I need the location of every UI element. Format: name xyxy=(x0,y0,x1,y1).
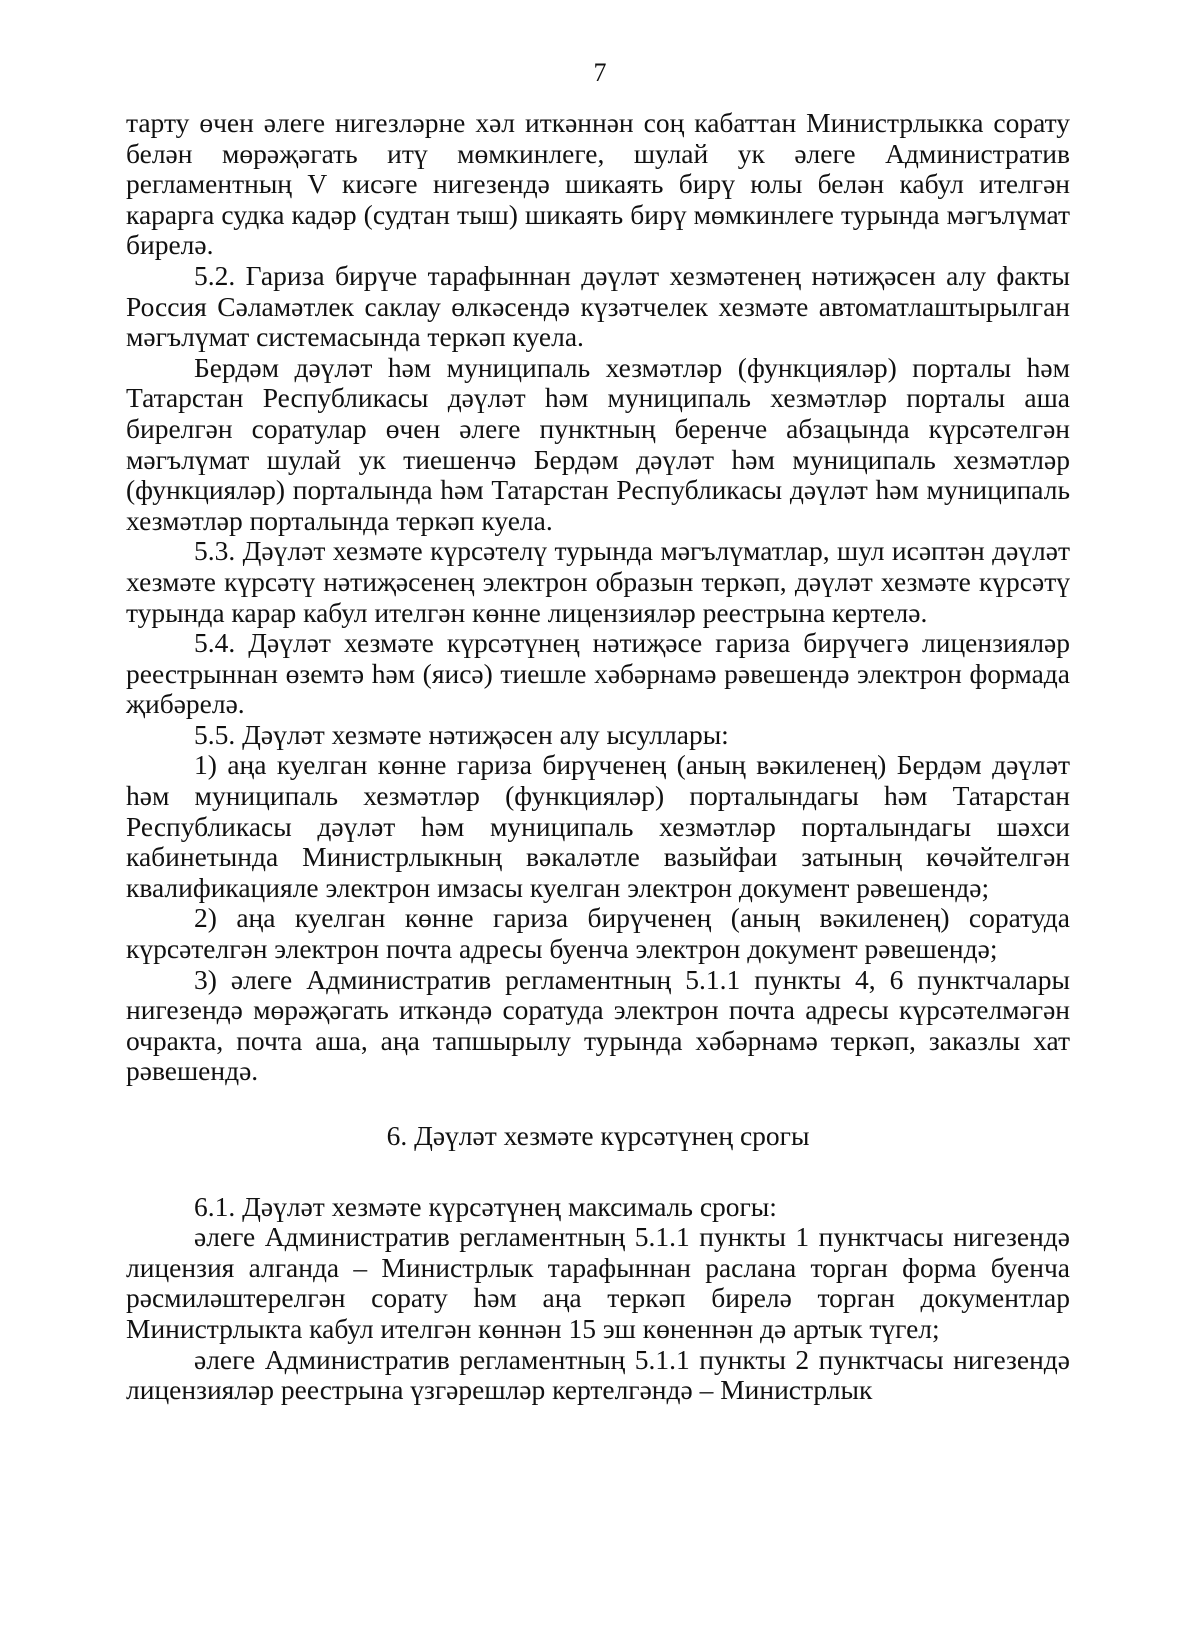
paragraph-5-3: 5.3. Дәүләт хезмәте күрсәтелү турында мәгълүматлар, шул исәптән дәүләт хезмәте күрсәтү нәтиҗәсенең электрон образын теркәп, дәүләт хезмәте күрсәтү турында карар кабул ителгән көнне лицензияләр реестрына кертелә. xyxy=(126,535,1070,628)
paragraph-5-5: 5.5. Дәүләт хезмәте нәтиҗәсен алу ысуллары: xyxy=(194,718,729,750)
list-item-3: 3) әлеге Административ регламентның 5.1.1 пункты 4, 6 пунктчалары нигезендә мөрәҗәгать иткәндә соратуда электрон почта адресы күрсәтелмәгән очракта, почта аша, аңа тапшырылу турында хәбәрнамә теркәп, заказлы хат рәвешендә. xyxy=(126,963,1070,1087)
document-body xyxy=(126,108,1070,1406)
paragraph-term-changes: әлеге Административ регламентның 5.1.1 пункты 2 пунктчасы нигезендә лицензияләр реестрына үзгәрешләр кертелгәндә – Министрлык xyxy=(126,1343,1070,1406)
paragraph-5-4: 5.4. Дәүләт хезмәте күрсәтүнең нәтиҗәсе гариза бирүчегә лицензияләр реестрыннан өземтә һәм (яисә) тиешле хәбәрнамә рәвешендә электрон формада җибәрелә. xyxy=(126,627,1070,720)
page-number: 7 xyxy=(593,58,607,87)
paragraph-5-2: 5.2. Гариза бирүче тарафыннан дәүләт хезмәтенең нәтиҗәсен алу факты Россия Сәламәтлек саклау өлкәсендә күзәтчелек хезмәте автоматлаштырылган мәгълүмат системасында теркәп куела. xyxy=(126,259,1070,353)
paragraph-portals: Бердәм дәүләт һәм муниципаль хезмәтләр (функцияләр) порталы һәм Татарстан Республикасы дәүләт һәм муниципаль хезмәтләр порталы аша бирелгән соратулар өчен әлеге пунктның беренче абзацында күрсәтелгән мәгълүмат шулай ук тиешенчә Бердәм дәүләт һәм муниципаль хезмәтләр (функцияләр) порталында һәм Татарстан Республикасы дәүләт һәм муниципаль хезмәтләр порталында теркәп куела. xyxy=(126,351,1070,536)
section-heading: 6. Дәүләт хезмәте күрсәтүнең срогы xyxy=(386,1120,810,1151)
list-item-2: 2) аңа куелган көнне гариза бирүченең (аның вәкиленең) соратуда күрсәтелгән электрон почта адресы буенча электрон документ рәвешендә; xyxy=(126,902,1070,965)
list-item-1: 1) аңа куелган көнне гариза бирүченең (аның вәкиленең) Бердәм дәүләт һәм муниципаль хезмәтләр (функцияләр) порталындагы һәм Татарстан Республикасы дәүләт һәм муниципаль хезмәтләр порталындагы шәхси кабинетында Министрлыкның вәкаләтле вазыйфаи затының көчәйтелгән квалификацияле электрон имзасы куелган электрон документ рәвешендә; xyxy=(126,749,1070,903)
paragraph-6-1: 6.1. Дәүләт хезмәте күрсәтүнең максималь срогы: xyxy=(194,1190,777,1222)
paragraph-term-license: әлеге Административ регламентның 5.1.1 пункты 1 пунктчасы нигезендә лицензия алганда – Министрлык тарафыннан раслана торган форма буенча рәсмиләштерелгән сорату һәм аңа теркәп бирелә торган документлар Министрлыкта кабул ителгән көннән 15 эш көненнән дә артык түгел; xyxy=(126,1221,1070,1344)
paragraph-continuation: тарту өчен әлеге нигезләрне хәл иткәннән соң кабаттан Министрлыкка сорату белән мөрәҗәгать итү мөмкинлеге, шулай ук әлеге Административ регламентның V кисәге нигезендә шикаять бирү юлы белән кабул ителгән карарга судка кадәр (судтан тыш) шикаять бирү мөмкинлеге турында мәгълүмат бирелә. xyxy=(126,107,1070,261)
